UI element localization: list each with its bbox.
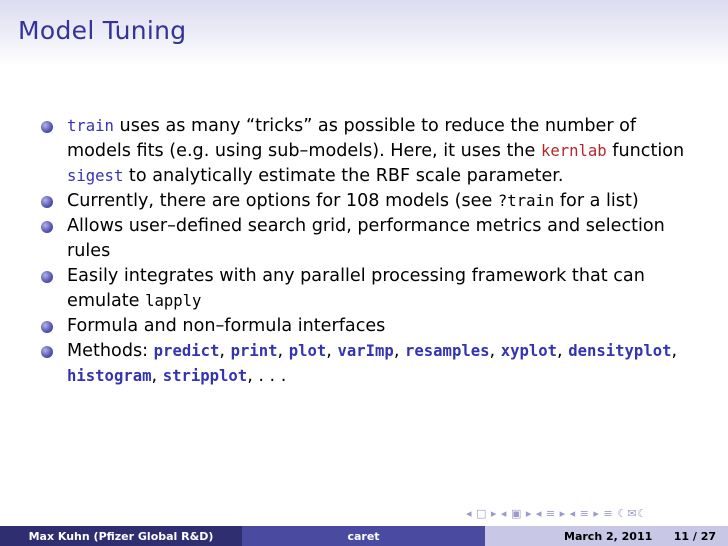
slide-title: Model Tuning bbox=[18, 16, 187, 45]
code-span: predict bbox=[153, 342, 220, 360]
code-span: lapply bbox=[145, 292, 202, 310]
bullet-item bbox=[34, 339, 694, 389]
bullet-item bbox=[34, 189, 694, 214]
bullet-icon bbox=[41, 271, 53, 283]
bullet-icon bbox=[41, 321, 53, 333]
code-span: xyplot bbox=[500, 342, 558, 360]
text-span: , . . . bbox=[247, 366, 287, 386]
bullet-item bbox=[34, 264, 694, 314]
footer-short-title: caret bbox=[242, 526, 485, 546]
code-span: resamples bbox=[405, 342, 490, 360]
text-span: to analytically estimate the RBF scale parameter. bbox=[123, 166, 564, 186]
bullet-item bbox=[34, 214, 694, 264]
text-span: , bbox=[557, 341, 569, 361]
footer-date: March 2, 2011 bbox=[564, 529, 653, 543]
text-span: Allows user–defined search grid, performance metrics and selection rules bbox=[67, 216, 665, 261]
bullet-icon bbox=[41, 121, 53, 133]
text-span: , bbox=[489, 341, 501, 361]
footer-bar bbox=[0, 526, 728, 546]
text-span: , bbox=[393, 341, 405, 361]
text-span: , bbox=[151, 366, 163, 386]
code-span: plot bbox=[288, 342, 327, 360]
text-span: for a list) bbox=[554, 191, 639, 211]
footer-author: Max Kuhn (Pfizer Global R&D) bbox=[0, 526, 242, 546]
code-span: varImp bbox=[337, 342, 394, 360]
bullet-item bbox=[34, 314, 694, 339]
text-span: Methods: bbox=[67, 341, 154, 361]
footer-page-number: 11 / 27 bbox=[673, 529, 716, 543]
code-span: densityplot bbox=[568, 342, 672, 360]
text-span: Easily integrates with any parallel processing framework that can emulate bbox=[67, 266, 645, 311]
code-span: ?train bbox=[497, 192, 555, 210]
code-span: stripplot bbox=[162, 367, 248, 385]
text-span: , bbox=[326, 341, 338, 361]
text-span: uses as many “tricks” as possible to reduce the number of models fits (e.g. using sub–models). Here, it uses the bbox=[67, 116, 637, 161]
title-bar bbox=[0, 0, 728, 66]
code-span: kernlab bbox=[540, 142, 607, 160]
text-span: Formula and non–formula interfaces bbox=[67, 316, 386, 336]
bullet-list bbox=[34, 114, 694, 389]
bullet-icon bbox=[41, 221, 53, 233]
text-span: function bbox=[606, 141, 685, 161]
text-span: Currently, there are options for 108 models (see bbox=[67, 191, 498, 211]
code-span: sigest bbox=[67, 167, 124, 185]
text-span: , bbox=[219, 341, 231, 361]
bullet-item bbox=[34, 114, 694, 189]
beamer-navigation-icons[interactable]: ◂ □ ▸ ◂ ▣ ▸ ◂ ≡ ▸ ◂ ≡ ▸ ≡ ☾✉☾ bbox=[466, 507, 648, 520]
code-span: histogram bbox=[67, 367, 152, 385]
bullet-icon bbox=[41, 196, 53, 208]
footer-date-page bbox=[485, 526, 728, 546]
text-span: , bbox=[277, 341, 289, 361]
code-span: train bbox=[67, 117, 114, 135]
code-span: print bbox=[230, 342, 278, 360]
text-span: , bbox=[671, 341, 678, 361]
bullet-icon bbox=[41, 346, 53, 358]
